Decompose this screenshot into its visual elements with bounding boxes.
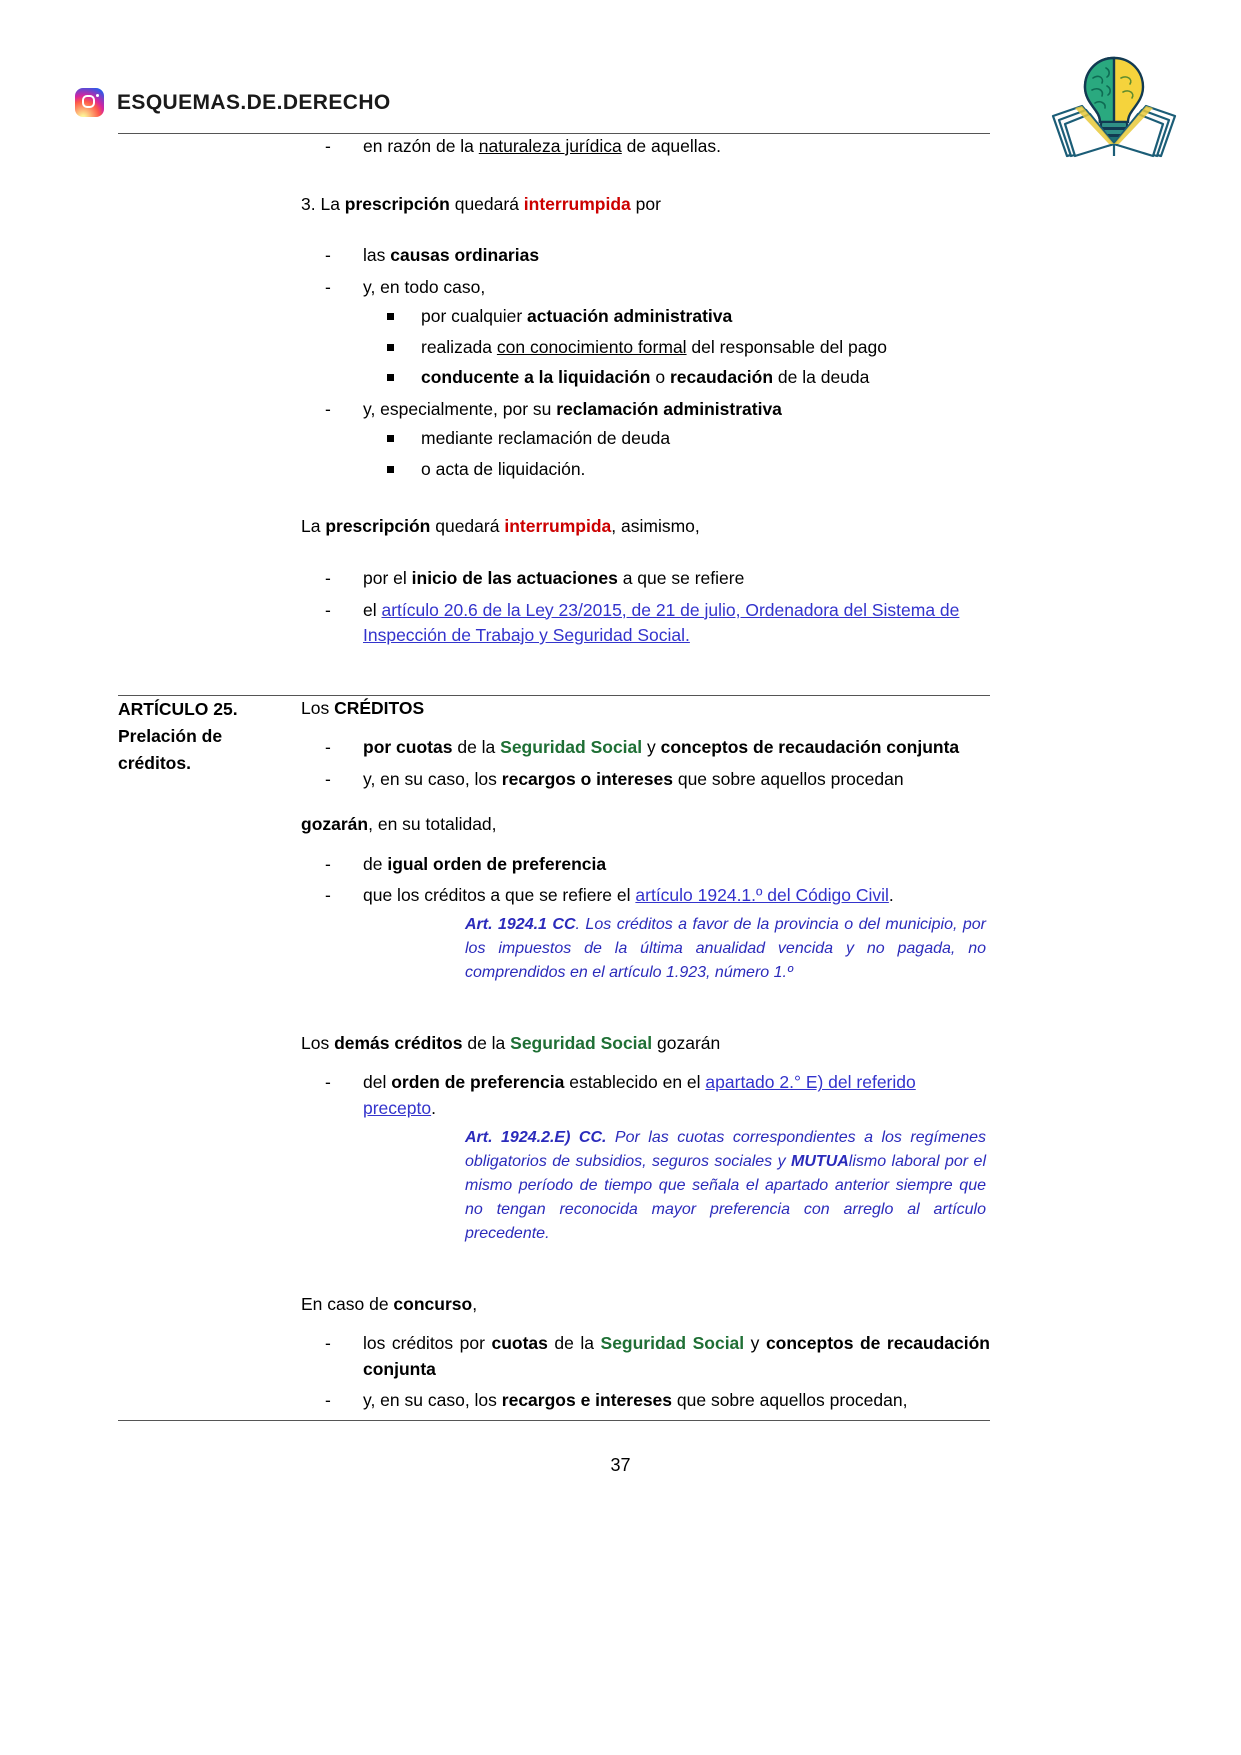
highlight-red-fragment: interrumpida [523, 193, 631, 214]
bullet-list [301, 852, 990, 985]
text-fragment: gozarán [652, 1032, 721, 1053]
list-item [301, 243, 990, 269]
list-item: mediante reclamación de deuda [363, 426, 990, 452]
citation-text: lismo laboral por el mismo período de tiempo que señala el apartado anterior siempre que no tengan reconocida mayor preferencia con arreglo al artículo precedente. [465, 1152, 987, 1242]
list-item [301, 883, 990, 985]
list-item [363, 304, 990, 330]
text-fragment: . [431, 1098, 436, 1119]
article-label-cell [118, 695, 301, 1420]
text-fragment: del responsable del pago [686, 336, 887, 357]
list-item [363, 365, 990, 391]
citation-text: . Los créditos a favor de la provincia o del municipio, por los impuestos de la última anualidad vencida y no pagada, no comprendidos en el artículo 1.923, número 1.º [465, 915, 986, 981]
bold-fragment: igual orden de preferencia [387, 853, 607, 874]
page-number: 37 [610, 1455, 631, 1475]
bold-fragment: conceptos de recaudación conjunta [363, 1333, 990, 1379]
sub-bullet-list [363, 426, 990, 482]
text-fragment: y, en su caso, los [363, 1390, 502, 1411]
text-fragment: de la deuda [773, 367, 870, 388]
article-content-cell [301, 134, 990, 696]
text-fragment: en razón de la [363, 136, 479, 156]
bold-fragment: gozarán [301, 814, 369, 835]
text-fragment: La [301, 516, 326, 537]
text-fragment: por [630, 193, 661, 214]
bold-fragment: recargos e intereses [501, 1390, 673, 1411]
list-item [301, 735, 990, 761]
highlight-red-fragment: interrumpida [504, 516, 612, 537]
table-row [118, 695, 990, 1420]
text-fragment: 3. La [301, 193, 345, 214]
text-fragment: de la [547, 1333, 601, 1354]
highlight-green-fragment: Seguridad Social [510, 1032, 653, 1053]
paragraph-demas-creditos [301, 1031, 990, 1057]
list-item [301, 397, 990, 483]
text-fragment: y, en todo caso, [363, 276, 486, 297]
table-row [118, 134, 990, 696]
text-fragment: de la [452, 737, 501, 758]
bold-fragment: reclamación administrativa [556, 398, 782, 419]
article-label-cell [118, 134, 301, 696]
bold-fragment: cuotas [491, 1333, 548, 1354]
list-item: o acta de liquidación. [363, 457, 990, 483]
text-fragment: Los [301, 1032, 335, 1053]
legal-quote-1924-2e [465, 1126, 990, 1246]
text-fragment: los créditos por [363, 1333, 492, 1354]
article-content-cell [301, 695, 990, 1420]
paragraph-3 [301, 192, 990, 218]
list-item [301, 134, 990, 160]
bold-fragment: orden de preferencia [391, 1072, 565, 1093]
list-item [301, 1331, 990, 1382]
bold-fragment: inicio de las actuaciones [411, 568, 618, 589]
bullet-list [301, 1331, 990, 1414]
highlight-green-fragment: Seguridad Social [600, 1333, 745, 1354]
article-label-line: Prelación de [118, 725, 223, 746]
instagram-icon [75, 88, 104, 117]
hyperlink-ley-23-2015[interactable]: artículo 20.6 de la Ley 23/2015, de 21 de julio, Ordenadora del Sistema de Inspección de Trabajo y Seguridad Social. [363, 599, 960, 646]
text-fragment: de aquellas. [621, 136, 722, 156]
bold-fragment: por cuotas [363, 737, 453, 758]
brand-name: ESQUEMAS.DE.DERECHO [117, 90, 391, 114]
paragraph-asimismo [301, 514, 990, 540]
list-item [301, 598, 990, 649]
bold-fragment: demás créditos [334, 1032, 463, 1053]
bullet-list [301, 134, 990, 160]
sub-bullet-list [363, 304, 990, 391]
text-fragment: , [472, 1293, 478, 1314]
bold-fragment: conceptos de recaudación conjunta [660, 737, 960, 758]
list-item [301, 852, 990, 878]
text-fragment: quedará [430, 516, 505, 537]
text-fragment: el [363, 599, 382, 620]
text-fragment: y [642, 737, 661, 758]
text-fragment: del [363, 1072, 392, 1093]
legal-quote-1924-1 [465, 913, 990, 985]
highlight-green-fragment: Seguridad Social [500, 737, 643, 758]
underlined-fragment: con conocimiento formal [496, 336, 687, 357]
bold-fragment: causas ordinarias [390, 245, 540, 266]
text-fragment: establecido en el [564, 1072, 706, 1093]
text-fragment: y [744, 1333, 766, 1354]
text-fragment: En caso de [301, 1293, 394, 1314]
list-item [301, 566, 990, 592]
bold-fragment: actuación administrativa [527, 306, 733, 327]
page-header [0, 40, 1241, 135]
bullet-list [301, 566, 990, 649]
bullet-list [301, 243, 990, 482]
paragraph-creditos [301, 696, 990, 722]
brand-block [75, 88, 391, 117]
bullet-list [301, 1070, 990, 1245]
text-fragment: y, en su caso, los [363, 768, 502, 789]
text-fragment: o [650, 367, 670, 388]
text-fragment: por el [363, 568, 412, 589]
bold-fragment: recargos o intereses [501, 768, 673, 789]
text-fragment: , en su totalidad, [368, 814, 497, 835]
text-fragment: a que se refiere [617, 568, 745, 589]
bold-fragment: recaudación [669, 367, 774, 388]
article-table [118, 133, 990, 1421]
bold-fragment: concurso [393, 1293, 473, 1314]
bold-fragment: CRÉDITOS [334, 697, 425, 718]
open-book-lightbulb-brain-logo [1049, 48, 1179, 160]
text-fragment: Los [301, 697, 335, 718]
text-fragment: , asimismo, [611, 516, 700, 537]
list-item [363, 335, 990, 361]
paragraph-gozaran [301, 812, 990, 838]
text-fragment: de [363, 853, 388, 874]
article-label-line: ARTÍCULO 25. [118, 698, 238, 719]
list-item [301, 1070, 990, 1245]
bullet-list [301, 735, 990, 792]
article-label-line: créditos. [118, 752, 191, 773]
citation-label: Art. 1924.1 CC [465, 915, 576, 933]
citation-label: Art. 1924.2.E) CC. [465, 1128, 607, 1146]
bold-fragment: prescripción [344, 193, 450, 214]
text-fragment: que sobre aquellos procedan, [672, 1390, 908, 1411]
text-fragment: por cualquier [421, 306, 528, 327]
list-item [301, 275, 990, 391]
bold-fragment: prescripción [325, 516, 431, 537]
text-fragment: las [363, 245, 391, 266]
hyperlink-apartado-2e[interactable]: apartado 2.° E) del referido precepto [363, 1072, 916, 1119]
text-fragment: y, especialmente, por su [363, 398, 557, 419]
citation-text: Por las cuotas correspondientes a los regímenes obligatorios de subsidios, seguros sociales y [465, 1128, 986, 1170]
text-fragment: de la [462, 1032, 511, 1053]
list-item [301, 767, 990, 793]
text-fragment: que sobre aquellos procedan [672, 768, 904, 789]
text-fragment: . [888, 885, 894, 906]
bold-fragment: conducente a la liquidación [421, 367, 651, 388]
citation-emphasis: MUTUA [791, 1152, 849, 1170]
text-fragment: realizada [421, 336, 497, 357]
hyperlink-articulo-1924-1[interactable]: artículo 1924.1.º del Código Civil [635, 885, 889, 906]
text-fragment: que los créditos a que se refiere el [363, 885, 636, 906]
text-fragment: quedará [449, 193, 524, 214]
underlined-fragment: naturaleza jurídica [478, 136, 622, 156]
list-item [301, 1388, 990, 1414]
paragraph-concurso [301, 1292, 990, 1318]
